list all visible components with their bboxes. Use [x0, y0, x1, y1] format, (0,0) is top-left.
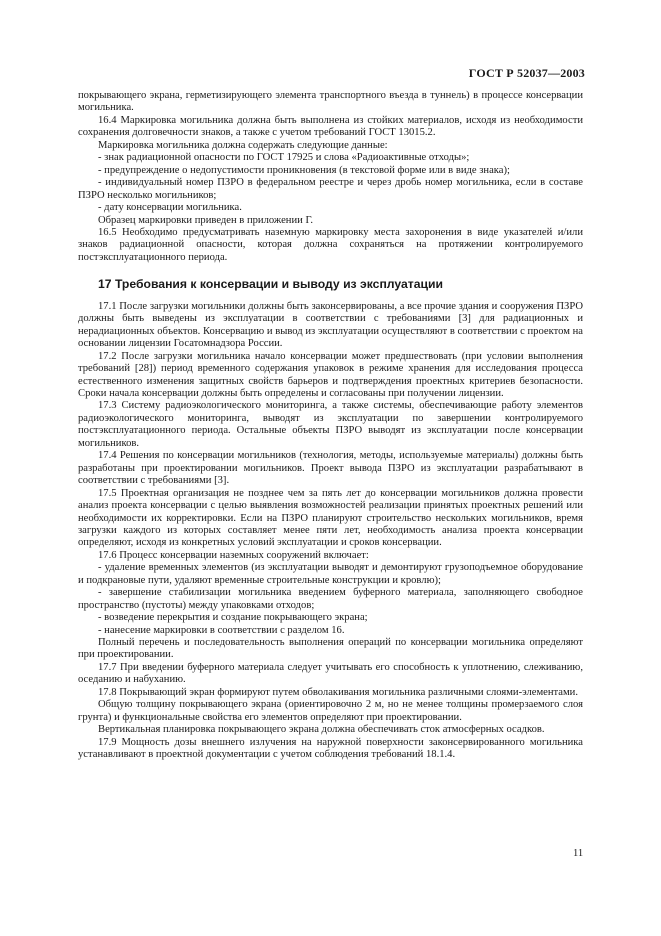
- list-item: - нанесение маркировки в соответствии с разделом 16.: [98, 624, 345, 636]
- paragraph-17-6: 17.6 Процесс консервации наземных сооружений включает:: [98, 549, 369, 561]
- list-item: - предупреждение о недопустимости проникновения (в текстовой форме или в виде знака);: [98, 164, 510, 176]
- paragraph-17-3: 17.3 Систему радиоэкологического мониторинга, а также системы, обеспечивающие работу элементов радиоэкологического мониторинга, выводят из эксплуатации по завершении контролируемого постэксплуатационного периода. Остальные объекты ПЗРО выводят из эксплуатации после консервации могильников.: [78, 400, 583, 449]
- list-item: - индивидуальный номер ПЗРО в федеральном реестре и через дробь номер могильника, если в составе ПЗРО несколько могильников;: [78, 177, 583, 201]
- section-heading: 17 Требования к консервации и выводу из эксплуатации: [98, 277, 444, 292]
- list-item: - знак радиационной опасности по ГОСТ 17925 и слова «Радиоактивные отходы»;: [98, 152, 470, 164]
- document-header: ГОСТ Р 52037—2003: [468, 66, 585, 80]
- paragraph-17-2: 17.2 После загрузки могильника начало консервации может предшествовать (при условии выполнения требований [28]) период временного содержания упаковок в режиме хранения для исследования процесса естественного изменения защитных свойств барьеров и подтверждения проектных критериев безопасности. Сроки начала консервации должны быть определены и согласованы при получении лицензии.: [78, 350, 583, 399]
- paragraph-marking-intro: Маркировка могильника должна содержать следующие данные:: [98, 139, 388, 151]
- paragraph-16-5: 16.5 Необходимо предусматривать наземную маркировку места захоронения в виде указателей и/или знаков радиационной опасности, которая должна сохраняться на протяжении контролируемого постэксплуатационного периода.: [78, 226, 583, 263]
- list-item: - завершение стабилизации могильника введением буферного материала, заполняющего свободное пространство (пустоты) между упаковками отходов;: [78, 587, 583, 611]
- paragraph-17-1: 17.1 После загрузки могильники должны быть законсервированы, а все прочие здания и сооружения ПЗРО должны быть выведены из эксплуатации в соответствии с требованиями [3] для радиационных и нерадиационных объектов. Консервацию и вывод из эксплуатации осуществляют в соответствии с проектом на основании лицензии Госатомнадзора России.: [78, 300, 583, 350]
- paragraph-17-9: 17.9 Мощность дозы внешнего излучения на наружной поверхности законсервированного могильника устанавливают в проектной документации с учетом соблюдения требований 18.1.4.: [78, 736, 583, 761]
- paragraph-screen-thickness: Общую толщину покрывающего экрана (ориентировочно 2 м, но не менее толщины промерзаемого слоя грунта) и функциональные свойства его элементов определяют при проектировании.: [78, 699, 583, 723]
- page-number: 11: [573, 848, 584, 859]
- paragraph-full-list: Полный перечень и последовательность выполнения операций по консервации могильника определяют при проектировании.: [78, 637, 583, 661]
- paragraph-16-4: 16.4 Маркировка могильника должна быть выполнена из стойких материалов, исходя из необходимости сохранения долговечности знаков, а также с учетом требований ГОСТ 13015.2.: [78, 114, 583, 139]
- paragraph-17-5: 17.5 Проектная организация не позднее чем за пять лет до консервации могильников должна провести анализ проекта консервации с целью выявления возможностей реализации принятых проектных решений или необходимости их корректировки. Если на ПЗРО планируют строительство нескольких могильников, время загрузки каждого из которых составляет менее пяти лет, необходимость анализа проекта консервации определяют, исходя из конкретных условий эксплуатации и сроков консервации.: [78, 487, 583, 549]
- paragraph-vertical-planning: Вертикальная планировка покрывающего экрана должна обеспечивать сток атмосферных осадков.: [98, 724, 545, 736]
- paragraph-17-8: 17.8 Покрывающий экран формируют путем обволакивания могильника различными слоями-элементами.: [98, 686, 579, 698]
- list-item: - дату консервации могильника.: [98, 202, 242, 214]
- paragraph-sample-reference: Образец маркировки приведен в приложении Г.: [98, 214, 314, 226]
- list-item: - возведение перекрытия и создание покрывающего экрана;: [98, 612, 368, 624]
- paragraph-17-4: 17.4 Решения по консервации могильников (технология, методы, используемые материалы) должны быть разработаны при проектировании могильников. Проект вывода ПЗРО из эксплуатации разрабатывают в соответствии с требованиями [3].: [78, 450, 583, 487]
- paragraph-17-7: 17.7 При введении буферного материала следует учитывать его способность к уплотнению, слеживанию, оседанию и набуханию.: [78, 661, 583, 686]
- list-item: - удаление временных элементов (из эксплуатации выводят и демонтируют грузоподъемное оборудование и подкрановые пути, удаляют временные строительные конструкции и кровлю);: [78, 562, 583, 586]
- document-body: [78, 90, 583, 762]
- paragraph-continuation: покрывающего экрана, герметизирующего элемента транспортного въезда в туннель) в процессе консервации могильника.: [78, 90, 583, 114]
